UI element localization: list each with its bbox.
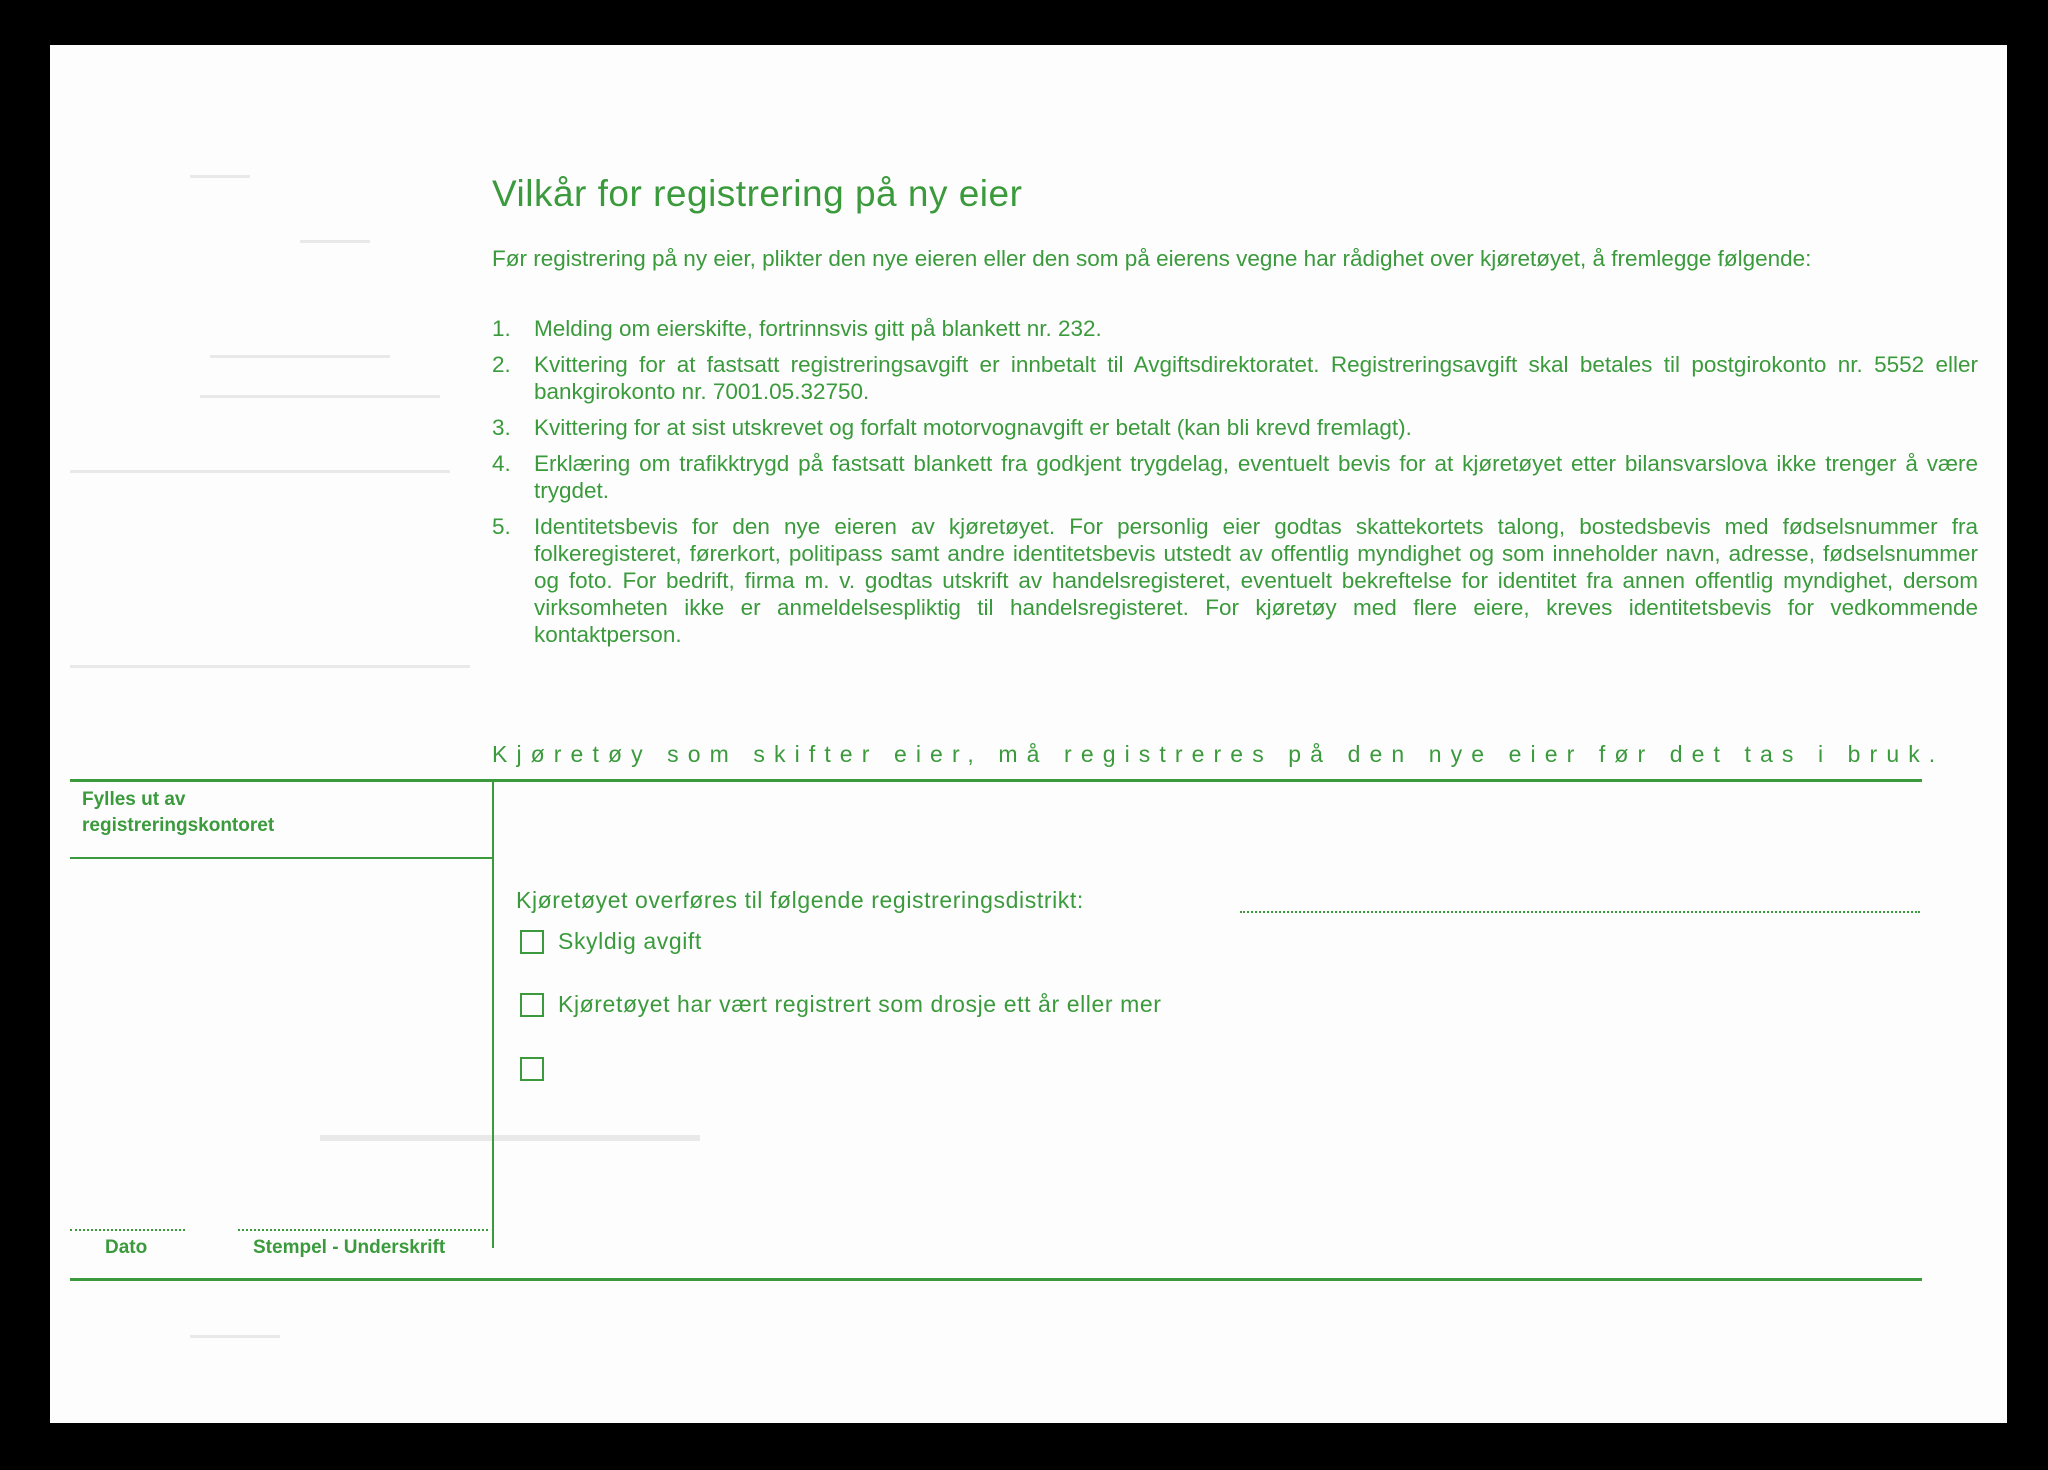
unpaid-fee-label: Skyldig avgift — [558, 928, 702, 954]
list-item-text: Melding om eierskifte, fortrinnsvis gitt på blankett nr. 232. — [534, 316, 1102, 341]
office-label-line1: Fylles ut av — [82, 789, 186, 810]
office-label-line2: registreringskontoret — [82, 815, 275, 836]
form-divider-vertical — [492, 779, 494, 1248]
date-signature-line[interactable] — [70, 1229, 185, 1231]
stamp-signature-line[interactable] — [238, 1229, 488, 1231]
office-label-underline — [70, 857, 492, 859]
district-input-line[interactable] — [1240, 911, 1920, 913]
bleed-through-mark — [300, 240, 370, 243]
form-sheet — [50, 45, 2007, 1423]
list-item-text: Erklæring om trafikktrygd på fastsatt blankett fra godkjent trygdelag, eventuelt bevis for at kjøretøyet etter bilansvarslova ikke trenger å være trygdet. — [534, 451, 1978, 503]
list-item — [492, 351, 1978, 405]
list-item-number: 3. — [492, 415, 511, 440]
registration-notice: Kjøretøy som skifter eier, må registreres på den nye eier før det tas i bruk. — [492, 741, 1945, 767]
list-item — [492, 315, 1978, 342]
requirements-list — [492, 315, 1978, 657]
intro-paragraph: Før registrering på ny eier, plikter den nye eieren eller den som på eierens vegne har rådighet over kjøretøyet, å fremlegge følgende: — [492, 246, 1812, 271]
stamp-signature-label: Stempel - Underskrift — [253, 1237, 446, 1258]
list-item-text: Identitetsbevis for den nye eieren av kjøretøyet. For personlig eier godtas skattekortets talong, bostedsbevis med fødselsnummer fra folkeregisteret, førerkort, politipass samt andre identitetsbevis utstedt av offentlig myndighet og som inneholder navn, adresse, fødselsnummer og foto. For bedrift, firma m. v. godtas utskrift av handelsregisteret, eventuelt bekreftelse for identitet fra annen offentlig myndighet, dersom virksomheten ikke er anmeldelsespliktig til handelsregisteret. For kjøretøy med flere eiere, kreves identitetsbevis for vedkommende kontaktperson. — [534, 514, 1978, 647]
bleed-through-mark — [70, 470, 450, 473]
list-item — [492, 450, 1978, 504]
taxi-registration-label: Kjøretøyet har vært registrert som drosje ett år eller mer — [558, 991, 1162, 1017]
list-item-number: 1. — [492, 316, 511, 341]
bleed-through-mark — [190, 1335, 280, 1338]
unpaid-fee-checkbox[interactable] — [520, 930, 544, 954]
district-transfer-label: Kjøretøyet overføres til følgende registreringsdistrikt: — [516, 887, 1084, 913]
bleed-through-mark — [210, 355, 390, 358]
list-item-number: 5. — [492, 514, 511, 539]
taxi-registration-checkbox[interactable] — [520, 993, 544, 1017]
list-item — [492, 513, 1978, 648]
page-title: Vilkår for registrering på ny eier — [492, 173, 1023, 214]
bleed-through-mark — [320, 1135, 700, 1141]
bleed-through-mark — [70, 665, 470, 668]
blank-checkbox[interactable] — [520, 1057, 544, 1081]
bleed-through-mark — [190, 175, 250, 178]
form-top-rule — [70, 779, 1922, 782]
checkbox-row-taxi — [520, 991, 1162, 1018]
date-label: Dato — [105, 1237, 148, 1258]
checkbox-row-unpaid — [520, 928, 702, 955]
list-item-text: Kvittering for at fastsatt registreringsavgift er innbetalt til Avgiftsdirektoratet. Registreringsavgift skal betales til postgirokonto nr. 5552 eller bankgirokonto nr. 7001.05.32750. — [534, 352, 1978, 404]
office-box-label — [82, 787, 274, 839]
bleed-through-mark — [200, 395, 440, 398]
list-item-number: 2. — [492, 352, 511, 377]
list-item-text: Kvittering for at sist utskrevet og forfalt motorvognavgift er betalt (kan bli krevd fremlagt). — [534, 415, 1412, 440]
list-item-number: 4. — [492, 451, 511, 476]
checkbox-row-blank — [520, 1057, 558, 1081]
list-item — [492, 414, 1978, 441]
form-bottom-rule — [70, 1278, 1922, 1281]
